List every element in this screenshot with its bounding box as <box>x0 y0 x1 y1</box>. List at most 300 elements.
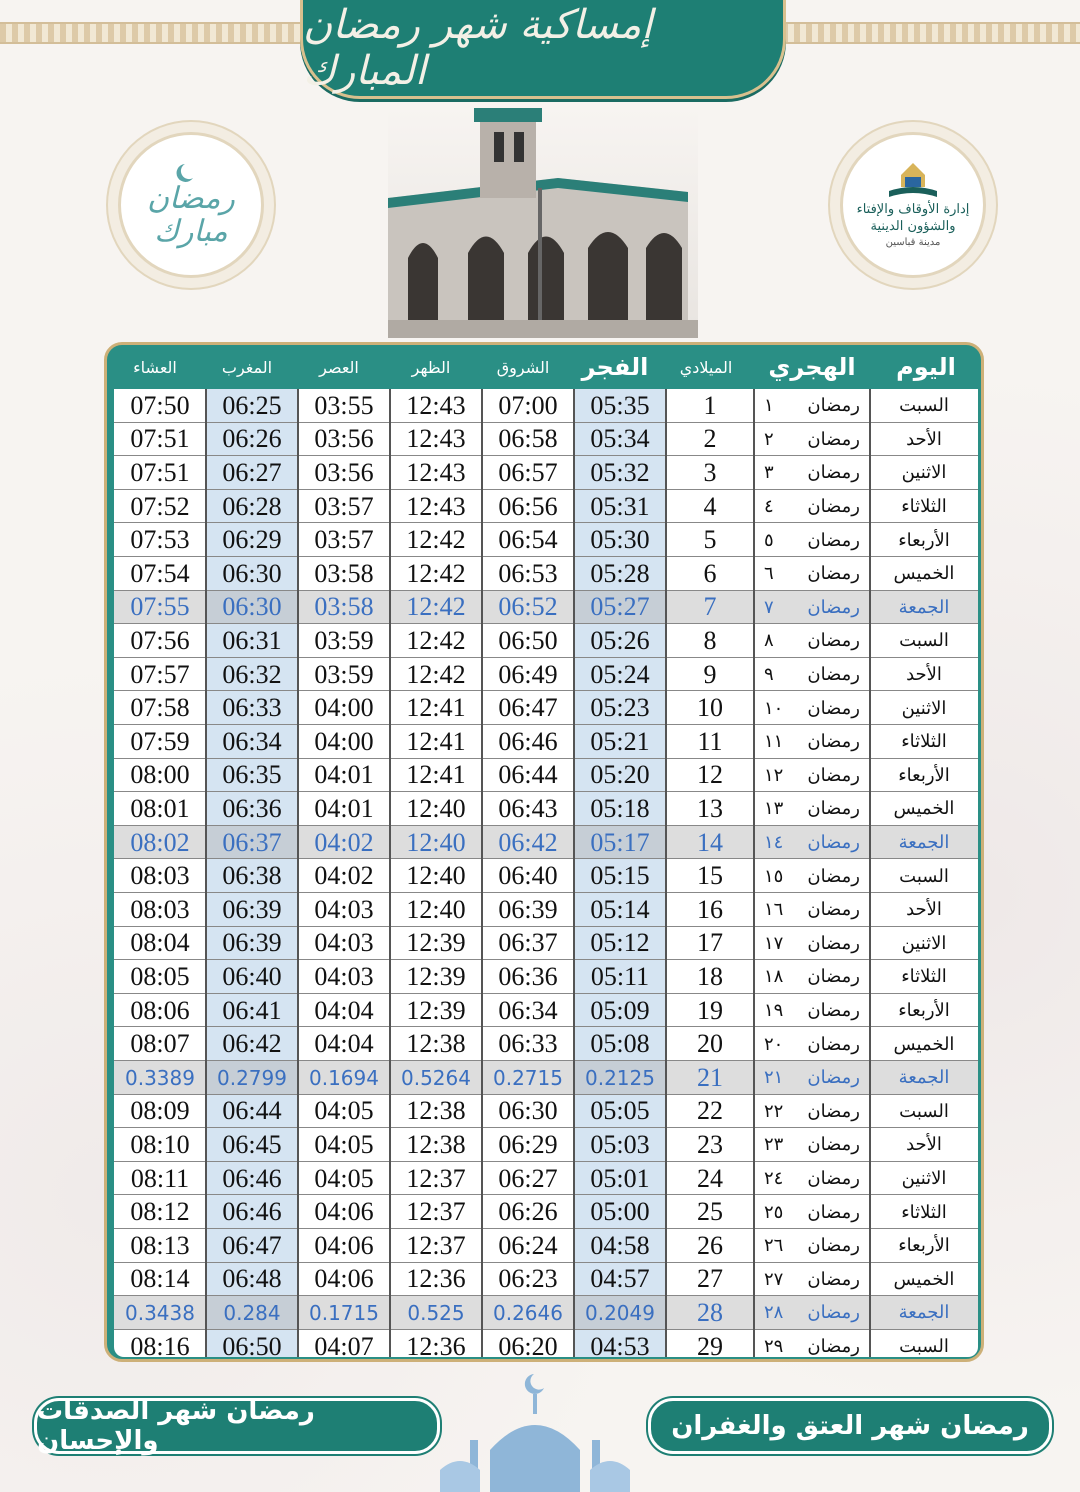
month-label: رمضان <box>807 932 860 954</box>
cell-hijri <box>754 591 870 625</box>
table-row <box>114 456 978 490</box>
cell-shuruq: 06:39 <box>498 894 558 924</box>
cell-day: الأربعاء <box>898 764 950 786</box>
cell-shuruq: 06:33 <box>498 1029 558 1059</box>
month-label: رمضان <box>807 1033 860 1055</box>
month-label: رمضان <box>807 798 860 820</box>
cell-dhuhr: 12:41 <box>406 693 466 723</box>
cell-fajr: 05:28 <box>590 558 650 588</box>
cell-maghrib: 06:42 <box>222 1029 282 1059</box>
ornament-border-left <box>0 22 310 44</box>
col-asr-header: العصر <box>319 357 359 377</box>
month-label: رمضان <box>807 496 860 518</box>
cell-fajr: 05:24 <box>590 659 650 689</box>
cell-shuruq: 06:50 <box>498 625 558 655</box>
cell-greg: 6 <box>703 558 717 588</box>
cell-maghrib: 06:33 <box>222 693 282 723</box>
hijri-number: ١٣ <box>764 798 784 820</box>
month-label: رمضان <box>807 731 860 753</box>
cell-shuruq: 06:26 <box>498 1197 558 1227</box>
table-row <box>114 490 978 524</box>
cell-maghrib: 06:37 <box>222 827 282 857</box>
month-label: رمضان <box>807 563 860 585</box>
hijri-number: ١٠ <box>764 697 784 719</box>
cell-asr: 04:06 <box>314 1264 374 1294</box>
cell-shuruq: 06:27 <box>498 1163 558 1193</box>
cell-asr: 03:59 <box>314 625 374 655</box>
cell-asr: 03:56 <box>314 424 374 454</box>
cell-isha: 08:12 <box>130 1197 190 1227</box>
cell-maghrib: 06:25 <box>222 390 282 420</box>
hijri-number: ٤ <box>764 496 774 518</box>
ministry-logo <box>840 132 986 278</box>
column-divider <box>389 389 391 1357</box>
table-row <box>114 1162 978 1196</box>
cell-fajr: 05:23 <box>590 693 650 723</box>
table-row <box>114 624 978 658</box>
cell-day: الخميس <box>893 563 955 585</box>
hijri-number: ٢٣ <box>764 1134 784 1156</box>
cell-day: الثلاثاء <box>901 496 947 518</box>
cell-asr: 04:03 <box>314 961 374 991</box>
cell-day: الثلاثاء <box>901 966 947 988</box>
cell-day: الاثنين <box>901 1168 947 1190</box>
cell-maghrib: 06:36 <box>222 793 282 823</box>
cell-isha: 0.3438 <box>125 1300 195 1325</box>
cell-dhuhr: 12:39 <box>406 961 466 991</box>
cell-greg: 26 <box>697 1230 723 1260</box>
cell-greg: 25 <box>697 1197 723 1227</box>
cell-dhuhr: 12:36 <box>406 1264 466 1294</box>
month-label: رمضان <box>807 1268 860 1290</box>
cell-dhuhr: 12:42 <box>406 558 466 588</box>
cell-fajr: 05:11 <box>590 961 650 991</box>
cell-fajr: 04:57 <box>590 1264 650 1294</box>
cell-dhuhr: 12:43 <box>406 491 466 521</box>
month-label: رمضان <box>807 395 860 417</box>
table-row <box>114 893 978 927</box>
cell-shuruq: 06:36 <box>498 961 558 991</box>
cell-shuruq: 0.2715 <box>493 1065 563 1090</box>
hijri-number: ٢٠ <box>764 1033 784 1055</box>
cell-asr: 04:05 <box>314 1129 374 1159</box>
cell-shuruq: 06:56 <box>498 491 558 521</box>
cell-asr: 04:00 <box>314 726 374 756</box>
month-label: رمضان <box>807 865 860 887</box>
cell-maghrib: 06:35 <box>222 760 282 790</box>
hijri-number: ٨ <box>764 630 774 652</box>
cell-day: الأحد <box>906 664 942 686</box>
cell-maghrib: 06:41 <box>222 995 282 1025</box>
column-divider <box>481 389 483 1357</box>
cell-greg: 22 <box>697 1096 723 1126</box>
cell-dhuhr: 12:38 <box>406 1129 466 1159</box>
hijri-number: ٢٧ <box>764 1268 784 1290</box>
cell-hijri <box>754 994 870 1028</box>
cell-asr: 0.1694 <box>309 1065 379 1090</box>
cell-hijri <box>754 423 870 457</box>
cell-hijri <box>754 1229 870 1263</box>
cell-isha: 08:00 <box>130 760 190 790</box>
cell-shuruq: 06:46 <box>498 726 558 756</box>
cell-shuruq: 06:30 <box>498 1096 558 1126</box>
cell-isha: 08:09 <box>130 1096 190 1126</box>
cell-day: الأربعاء <box>898 1235 950 1257</box>
column-divider <box>753 389 755 1357</box>
cell-day: الجمعة <box>898 596 950 618</box>
cell-shuruq: 06:34 <box>498 995 558 1025</box>
cell-shuruq: 06:20 <box>498 1331 558 1357</box>
table-row <box>114 759 978 793</box>
month-label: رمضان <box>807 664 860 686</box>
cell-dhuhr: 0.5264 <box>401 1065 471 1090</box>
cell-isha: 07:52 <box>130 491 190 521</box>
cell-greg: 19 <box>697 995 723 1025</box>
table-row <box>114 658 978 692</box>
hijri-number: ٢٦ <box>764 1235 784 1257</box>
table-row <box>114 994 978 1028</box>
cell-isha: 07:58 <box>130 693 190 723</box>
cell-isha: 08:02 <box>130 827 190 857</box>
cell-day: الجمعة <box>898 1302 950 1324</box>
cell-greg: 15 <box>697 861 723 891</box>
cell-shuruq: 06:37 <box>498 928 558 958</box>
cell-dhuhr: 0.525 <box>407 1300 465 1325</box>
cell-dhuhr: 12:43 <box>406 424 466 454</box>
cell-dhuhr: 12:37 <box>406 1163 466 1193</box>
month-label: رمضان <box>807 697 860 719</box>
ramadan-calligraphy-medallion <box>118 132 264 278</box>
cell-day: الأحد <box>906 1134 942 1156</box>
cell-isha: 07:59 <box>130 726 190 756</box>
cell-hijri <box>754 624 870 658</box>
cell-greg: 11 <box>697 726 723 756</box>
cell-greg: 28 <box>697 1297 723 1327</box>
table-row <box>114 826 978 860</box>
table-row <box>114 792 978 826</box>
cell-shuruq: 06:43 <box>498 793 558 823</box>
hijri-number: ١٧ <box>764 932 784 954</box>
cell-dhuhr: 12:42 <box>406 525 466 555</box>
table-row <box>114 591 978 625</box>
cell-isha: 07:50 <box>130 390 190 420</box>
cell-dhuhr: 12:42 <box>406 659 466 689</box>
cell-fajr: 05:26 <box>590 625 650 655</box>
hijri-number: ٣ <box>764 462 774 484</box>
cell-hijri <box>754 691 870 725</box>
cell-shuruq: 0.2646 <box>493 1300 563 1325</box>
cell-dhuhr: 12:40 <box>406 894 466 924</box>
logo-line2: والشؤون الدينية <box>870 219 956 235</box>
table-row <box>114 927 978 961</box>
cell-hijri <box>754 557 870 591</box>
hijri-number: ٧ <box>764 596 774 618</box>
month-label: رمضان <box>807 899 860 921</box>
table-row <box>114 691 978 725</box>
cell-isha: 07:56 <box>130 625 190 655</box>
cell-isha: 07:53 <box>130 525 190 555</box>
cell-hijri <box>754 1128 870 1162</box>
cell-isha: 08:01 <box>130 793 190 823</box>
cell-fajr: 05:18 <box>590 793 650 823</box>
cell-greg: 3 <box>703 457 717 487</box>
cell-shuruq: 06:53 <box>498 558 558 588</box>
cell-day: السبت <box>899 1100 949 1122</box>
cell-dhuhr: 12:40 <box>406 793 466 823</box>
cell-fajr: 05:12 <box>590 928 650 958</box>
col-hijri-header: الهجري <box>768 353 856 381</box>
title-banner <box>300 0 786 99</box>
cell-greg: 1 <box>703 390 717 420</box>
cell-fajr: 05:15 <box>590 861 650 891</box>
cell-greg: 13 <box>697 793 723 823</box>
month-label: رمضان <box>807 596 860 618</box>
cell-hijri <box>754 1095 870 1129</box>
cell-fajr: 05:21 <box>590 726 650 756</box>
cell-isha: 07:57 <box>130 659 190 689</box>
cell-day: الأحد <box>906 899 942 921</box>
cell-greg: 17 <box>697 928 723 958</box>
cell-isha: 07:51 <box>130 424 190 454</box>
cell-dhuhr: 12:37 <box>406 1230 466 1260</box>
cell-dhuhr: 12:38 <box>406 1029 466 1059</box>
cell-greg: 14 <box>697 827 723 857</box>
cell-asr: 03:57 <box>314 491 374 521</box>
table-row <box>114 1229 978 1263</box>
cell-hijri <box>754 725 870 759</box>
table-row <box>114 859 978 893</box>
column-divider <box>205 389 207 1357</box>
cell-hijri <box>754 792 870 826</box>
cell-greg: 2 <box>703 424 717 454</box>
footer-slogan-left: رمضان شهر الصدقات والإحسان <box>34 1398 440 1454</box>
hijri-number: ١٤ <box>764 832 784 854</box>
cell-shuruq: 06:57 <box>498 457 558 487</box>
cell-asr: 04:06 <box>314 1230 374 1260</box>
cell-hijri <box>754 960 870 994</box>
table-row <box>114 960 978 994</box>
column-divider <box>297 389 299 1357</box>
table-row <box>114 1027 978 1061</box>
cell-dhuhr: 12:39 <box>406 928 466 958</box>
cell-maghrib: 06:30 <box>222 558 282 588</box>
cell-dhuhr: 12:43 <box>406 390 466 420</box>
col-isha-header: العشاء <box>133 357 177 377</box>
cell-day: الأربعاء <box>898 529 950 551</box>
cell-maghrib: 06:50 <box>222 1331 282 1357</box>
cell-dhuhr: 12:42 <box>406 592 466 622</box>
cell-maghrib: 06:48 <box>222 1264 282 1294</box>
cell-asr: 04:07 <box>314 1331 374 1357</box>
hijri-number: ٢٤ <box>764 1168 784 1190</box>
cell-isha: 08:04 <box>130 928 190 958</box>
cell-hijri <box>754 490 870 524</box>
cell-shuruq: 06:42 <box>498 827 558 857</box>
cell-hijri <box>754 826 870 860</box>
cell-shuruq: 06:29 <box>498 1129 558 1159</box>
cell-maghrib: 06:27 <box>222 457 282 487</box>
cell-fajr: 05:17 <box>590 827 650 857</box>
month-label: رمضان <box>807 428 860 450</box>
cell-asr: 0.1715 <box>309 1300 379 1325</box>
col-day-header: اليوم <box>896 353 956 381</box>
table-header <box>107 345 981 389</box>
mosque-silhouette-icon <box>430 1370 640 1492</box>
table-row <box>114 725 978 759</box>
cell-dhuhr: 12:38 <box>406 1096 466 1126</box>
cell-maghrib: 06:47 <box>222 1230 282 1260</box>
table-row <box>114 1263 978 1297</box>
cell-maghrib: 06:44 <box>222 1096 282 1126</box>
cell-shuruq: 06:54 <box>498 525 558 555</box>
cell-greg: 18 <box>697 961 723 991</box>
table-row <box>114 523 978 557</box>
cell-fajr: 05:27 <box>590 592 650 622</box>
month-label: رمضان <box>807 1100 860 1122</box>
cell-isha: 08:03 <box>130 861 190 891</box>
cell-asr: 04:04 <box>314 1029 374 1059</box>
month-label: رمضان <box>807 1336 860 1357</box>
cell-maghrib: 06:38 <box>222 861 282 891</box>
cell-hijri <box>754 1330 870 1357</box>
cell-asr: 04:01 <box>314 760 374 790</box>
month-label: رمضان <box>807 832 860 854</box>
hijri-number: ٢٢ <box>764 1100 784 1122</box>
mosque-book-icon <box>883 161 943 201</box>
cell-asr: 04:03 <box>314 894 374 924</box>
cell-day: الأحد <box>906 428 942 450</box>
table-body <box>114 389 978 1357</box>
cell-isha: 08:13 <box>130 1230 190 1260</box>
cell-day: السبت <box>899 865 949 887</box>
cell-asr: 04:01 <box>314 793 374 823</box>
hijri-number: ٢٨ <box>764 1302 784 1324</box>
cell-day: الأربعاء <box>898 1000 950 1022</box>
col-greg-header: الميلادي <box>679 357 733 377</box>
cell-hijri <box>754 1263 870 1297</box>
cell-hijri <box>754 893 870 927</box>
month-label: رمضان <box>807 1067 860 1089</box>
cell-hijri <box>754 523 870 557</box>
crescent-icon <box>171 162 211 182</box>
hijri-number: ٢٥ <box>764 1201 784 1223</box>
cell-day: السبت <box>899 395 949 417</box>
cell-maghrib: 06:29 <box>222 525 282 555</box>
hijri-number: ٦ <box>764 563 774 585</box>
cell-dhuhr: 12:40 <box>406 861 466 891</box>
table-row <box>114 423 978 457</box>
cell-hijri <box>754 389 870 423</box>
cell-fajr: 04:53 <box>590 1331 650 1357</box>
cell-greg: 29 <box>697 1331 723 1357</box>
col-dhuhr-header: الظهر <box>411 357 451 377</box>
cell-dhuhr: 12:36 <box>406 1331 466 1357</box>
cell-asr: 03:55 <box>314 390 374 420</box>
cell-shuruq: 06:40 <box>498 861 558 891</box>
table-row <box>114 1195 978 1229</box>
cell-dhuhr: 12:41 <box>406 726 466 756</box>
cell-hijri <box>754 859 870 893</box>
cell-fajr: 0.2049 <box>585 1300 655 1325</box>
cell-fajr: 05:08 <box>590 1029 650 1059</box>
footer-slogan-right: رمضان شهر العتق والغفران <box>648 1398 1052 1454</box>
cell-shuruq: 06:44 <box>498 760 558 790</box>
table-row <box>114 1128 978 1162</box>
hijri-number: ٩ <box>764 664 774 686</box>
month-label: رمضان <box>807 966 860 988</box>
cell-fajr: 05:05 <box>590 1096 650 1126</box>
cell-maghrib: 06:39 <box>222 928 282 958</box>
column-divider <box>665 389 667 1357</box>
cell-greg: 24 <box>697 1163 723 1193</box>
hijri-number: ١٦ <box>764 899 784 921</box>
cell-day: الثلاثاء <box>901 1201 947 1223</box>
month-label: رمضان <box>807 529 860 551</box>
cell-shuruq: 07:00 <box>498 390 558 420</box>
cell-maghrib: 06:31 <box>222 625 282 655</box>
table-row <box>114 1061 978 1095</box>
cell-maghrib: 06:34 <box>222 726 282 756</box>
cell-maghrib: 06:46 <box>222 1163 282 1193</box>
cell-shuruq: 06:24 <box>498 1230 558 1260</box>
logo-line1: إدارة الأوقاف والإفتاء <box>856 201 970 217</box>
cell-greg: 27 <box>697 1264 723 1294</box>
cell-fajr: 0.2125 <box>585 1065 655 1090</box>
hijri-number: ١١ <box>764 731 784 753</box>
month-label: رمضان <box>807 1134 860 1156</box>
month-label: رمضان <box>807 462 860 484</box>
cell-day: الخميس <box>893 1033 955 1055</box>
cell-fajr: 05:35 <box>590 390 650 420</box>
table-row <box>114 557 978 591</box>
cell-shuruq: 06:58 <box>498 424 558 454</box>
cell-hijri <box>754 658 870 692</box>
cell-fajr: 05:09 <box>590 995 650 1025</box>
cell-isha: 08:05 <box>130 961 190 991</box>
cell-fajr: 05:03 <box>590 1129 650 1159</box>
hijri-number: ١٥ <box>764 865 784 887</box>
cell-asr: 03:58 <box>314 558 374 588</box>
cell-dhuhr: 12:43 <box>406 457 466 487</box>
cell-hijri <box>754 456 870 490</box>
cell-asr: 04:02 <box>314 861 374 891</box>
cell-greg: 7 <box>703 592 717 622</box>
cell-day: الجمعة <box>898 1067 950 1089</box>
cell-hijri <box>754 1195 870 1229</box>
cell-day: الاثنين <box>901 697 947 719</box>
cell-greg: 12 <box>697 760 723 790</box>
cell-asr: 04:00 <box>314 693 374 723</box>
cell-asr: 04:05 <box>314 1163 374 1193</box>
cell-day: الاثنين <box>901 932 947 954</box>
cell-isha: 07:51 <box>130 457 190 487</box>
cell-maghrib: 06:26 <box>222 424 282 454</box>
hijri-number: ١٨ <box>764 966 784 988</box>
table-row <box>114 1296 978 1330</box>
cell-maghrib: 06:30 <box>222 592 282 622</box>
cell-day: السبت <box>899 630 949 652</box>
cell-fajr: 05:14 <box>590 894 650 924</box>
cell-asr: 03:56 <box>314 457 374 487</box>
cell-hijri <box>754 927 870 961</box>
cell-day: الثلاثاء <box>901 731 947 753</box>
cell-day: الخميس <box>893 798 955 820</box>
cell-maghrib: 06:40 <box>222 961 282 991</box>
cell-shuruq: 06:49 <box>498 659 558 689</box>
cell-fajr: 05:20 <box>590 760 650 790</box>
column-divider <box>869 389 871 1357</box>
cell-shuruq: 06:47 <box>498 693 558 723</box>
